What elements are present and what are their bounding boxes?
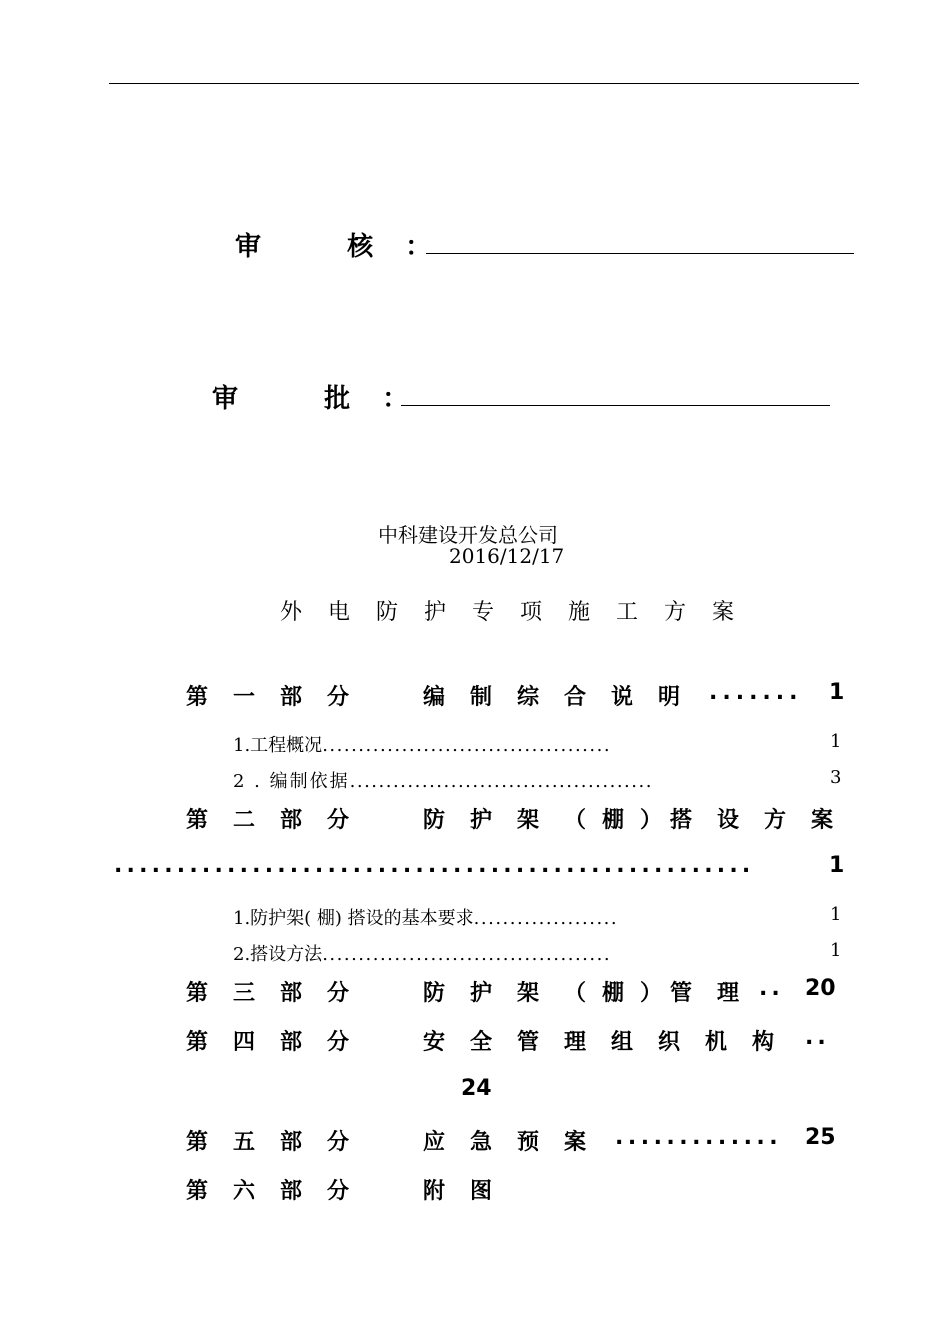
document-title: 外 电 防 护 专 项 施 工 方 案	[280, 600, 735, 625]
toc-item-1-2[interactable]: 2 . 编制依据..........................................	[233, 771, 653, 792]
toc-part-6[interactable]: 第 六 部 分 附 图	[186, 1179, 493, 1204]
toc-part-4-dots: ..	[805, 1025, 830, 1050]
approve-signature-line[interactable]	[401, 405, 830, 406]
header-rule	[109, 83, 859, 84]
toc-part-3-dots: ..	[759, 976, 784, 1001]
toc-part-2-page: 1	[829, 853, 845, 878]
toc-item-1-2-page: 3	[830, 767, 842, 788]
toc-part-5-page: 25	[805, 1125, 836, 1150]
document-date: 2016/12/17	[449, 544, 565, 568]
toc-item-2-2-page: 1	[830, 940, 842, 961]
toc-part-3-page: 20	[805, 976, 836, 1001]
review-signature-line[interactable]	[426, 253, 854, 254]
toc-item-2-2[interactable]: 2.搭设方法........................................	[233, 944, 612, 965]
approve-label	[212, 378, 408, 415]
toc-part-4[interactable]: 第 四 部 分 安 全 管 理 组 织 机 构	[186, 1030, 775, 1055]
toc-part-1[interactable]: 第 一 部 分 编 制 综 合 说 明	[186, 685, 681, 710]
toc-part-4-page: 24	[461, 1076, 492, 1101]
toc-item-2-1-page: 1	[830, 904, 842, 925]
toc-part-2[interactable]: 第 二 部 分 防 护 架 （ 棚 ） 搭 设 方 案	[186, 808, 834, 833]
toc-part-1-dots: .......	[709, 680, 803, 705]
company-name: 中科建设开发总公司	[378, 523, 558, 547]
toc-part-5-dots: .............	[615, 1125, 783, 1150]
toc-item-2-1[interactable]: 1.防护架( 棚) 搭设的基本要求....................	[233, 908, 619, 929]
toc-item-1-1[interactable]: 1.工程概况........................................	[233, 735, 612, 756]
approve-char-1: 审	[212, 384, 239, 414]
review-char-1: 审	[235, 232, 262, 262]
toc-item-1-1-page: 1	[830, 731, 842, 752]
review-colon: ：	[405, 232, 432, 262]
toc-part-2-dots: ...................................................	[114, 853, 755, 878]
approve-colon: ：	[382, 384, 409, 414]
toc-part-5[interactable]: 第 五 部 分 应 急 预 案	[186, 1130, 587, 1155]
toc-part-3[interactable]: 第 三 部 分 防 护 架 （ 棚 ） 管 理	[186, 981, 740, 1006]
review-label	[235, 226, 431, 263]
review-char-2: 核	[347, 232, 374, 262]
approve-char-2: 批	[324, 384, 351, 414]
toc-part-1-page: 1	[829, 680, 845, 705]
